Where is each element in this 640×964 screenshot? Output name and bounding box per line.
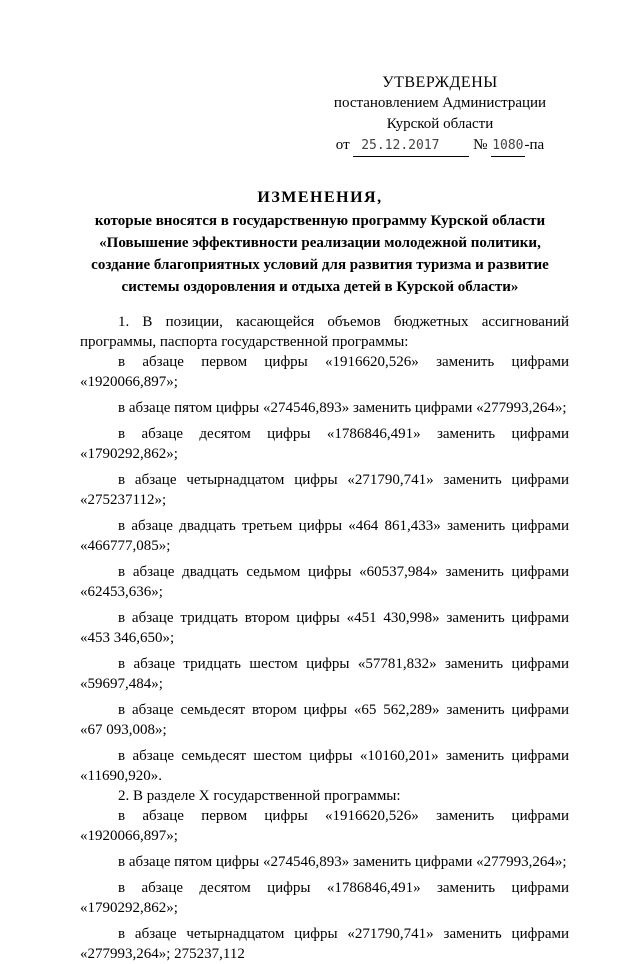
approval-line-1: постановлением Администрации	[333, 95, 547, 111]
list-item: в абзаце семьдесят втором цифры «65 562,289» заменить цифрами «67 093,008»;	[80, 702, 569, 738]
approval-number: 1080	[491, 135, 524, 157]
list-item: в абзаце двадцать седьмом цифры «60537,984» заменить цифрами «62453,636»;	[80, 564, 569, 600]
list-item: в абзаце первом цифры «1916620,526» заменить цифрами «1920066,897»;	[80, 354, 569, 390]
approval-block	[300, 72, 580, 157]
list-item: в абзаце пятом цифры «274546,893» заменить цифрами «277993,264»;	[118, 854, 567, 870]
title-heading: ИЗМЕНЕНИЯ,	[257, 189, 383, 206]
list-item: в абзаце двадцать третьем цифры «464 861,433» заменить цифрами «466777,085»;	[80, 518, 569, 554]
approval-stamp: УТВЕРЖДЕНЫ	[382, 74, 498, 91]
number-suffix: -па	[524, 137, 545, 153]
list-item: в абзаце первом цифры «1916620,526» заменить цифрами «1920066,897»;	[80, 808, 569, 844]
number-prefix: №	[473, 137, 488, 153]
date-prefix: от	[335, 137, 350, 153]
list-item: в абзаце четырнадцатом цифры «271790,741» заменить цифрами «277993,264»; 275237,112	[80, 926, 569, 962]
approval-line-2: Курской области	[386, 116, 494, 132]
title-line-1: которые вносятся в государственную программу Курской области	[94, 213, 546, 229]
list-item: в абзаце тридцать втором цифры «451 430,998» заменить цифрами «453 346,650»;	[80, 610, 569, 646]
title-line-3: создание благоприятных условий для развития туризма и развитие	[91, 257, 549, 273]
document-title	[70, 186, 570, 298]
list-item: в абзаце десятом цифры «1786846,491» заменить цифрами «1790292,862»;	[80, 426, 569, 462]
approval-date: 25.12.2017	[353, 135, 469, 157]
list-item: в абзаце десятом цифры «1786846,491» заменить цифрами «1790292,862»;	[80, 880, 569, 916]
list-item: в абзаце пятом цифры «274546,893» заменить цифрами «277993,264»;	[118, 400, 567, 416]
approval-date-line	[300, 135, 580, 157]
document-body	[80, 312, 569, 964]
title-line-2: «Повышение эффективности реализации молодежной политики,	[99, 235, 541, 251]
list-item: в абзаце семьдесят шестом цифры «10160,201» заменить цифрами «11690,920».	[80, 748, 569, 784]
section-1-heading: 1. В позиции, касающейся объемов бюджетных ассигнований программы, паспорта государственной программы:	[80, 314, 569, 350]
list-item: в абзаце четырнадцатом цифры «271790,741» заменить цифрами «275237112»;	[80, 472, 569, 508]
title-line-4: системы оздоровления и отдыха детей в Курской области»	[121, 279, 519, 295]
section-2-heading: 2. В разделе X государственной программы:	[118, 788, 401, 804]
list-item: в абзаце тридцать шестом цифры «57781,832» заменить цифрами «59697,484»;	[80, 656, 569, 692]
